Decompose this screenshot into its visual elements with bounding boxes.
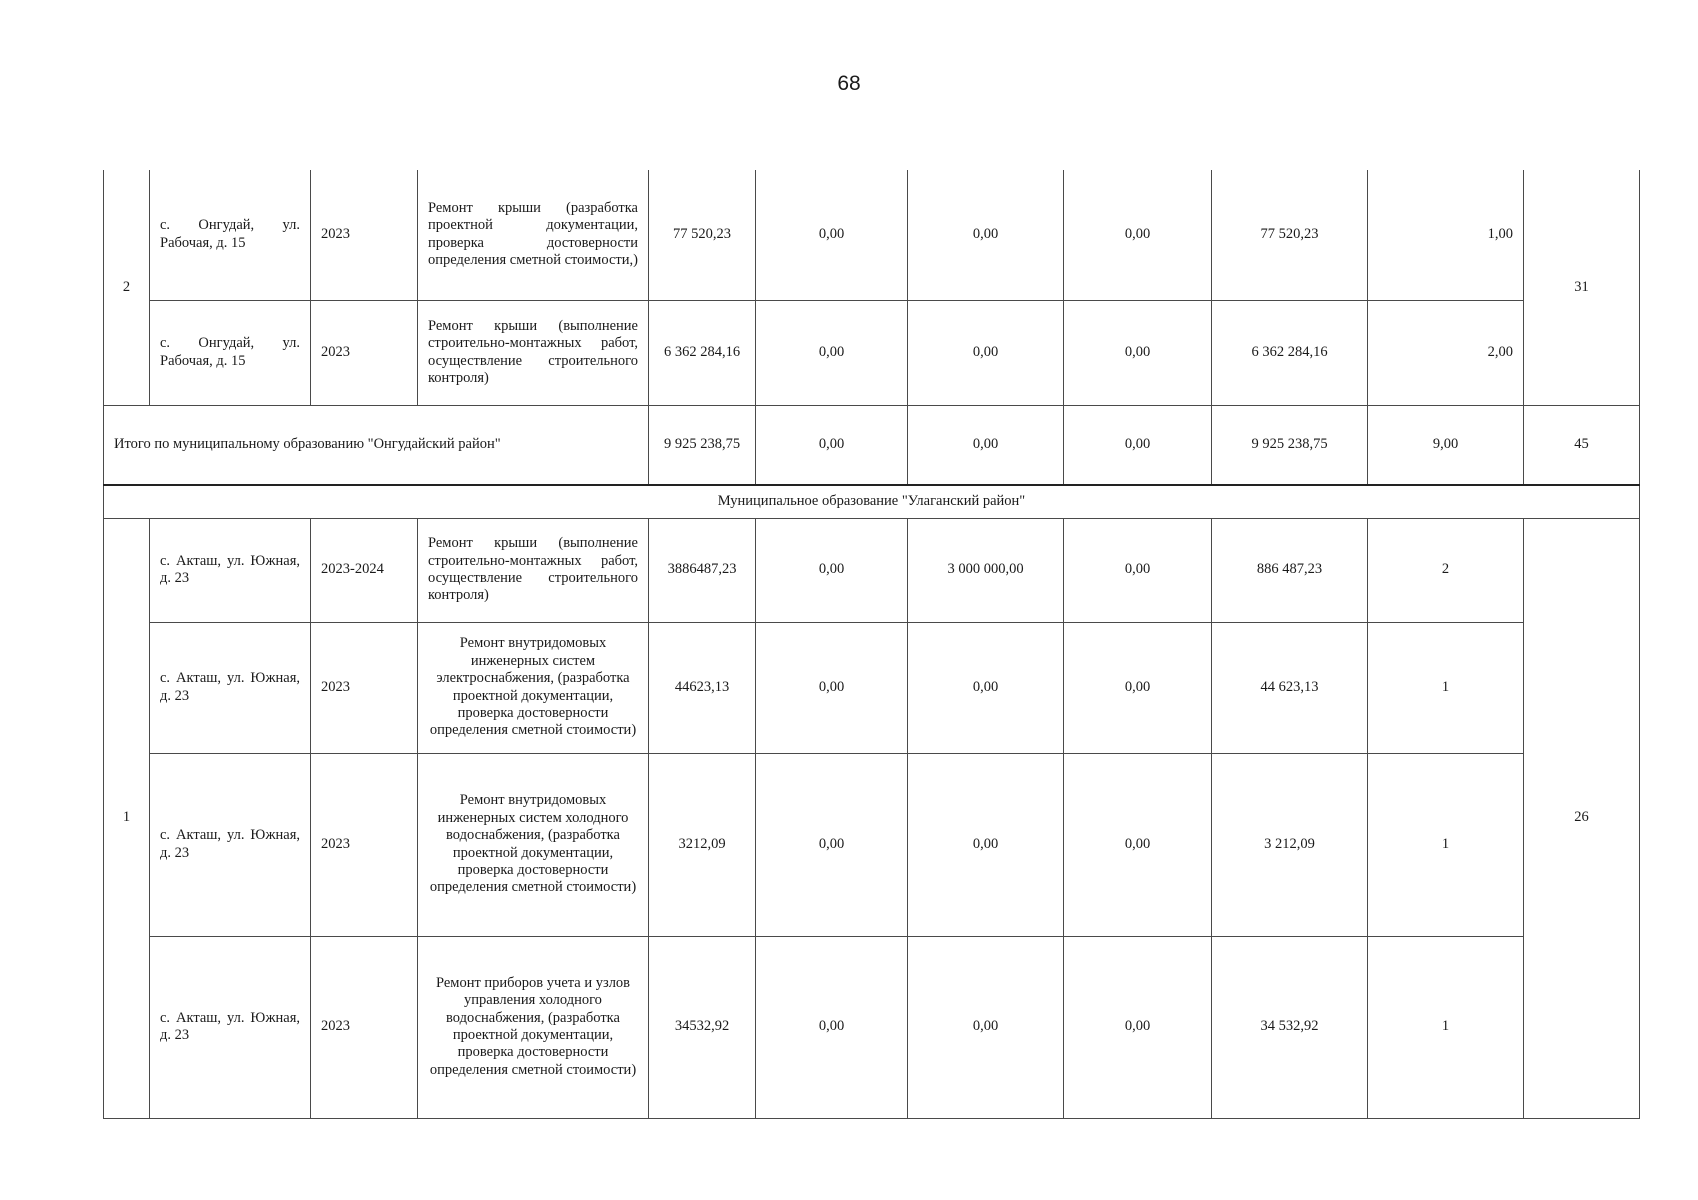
total-cost-cell: 34532,92 (649, 936, 756, 1118)
last-col-cell: 31 (1524, 170, 1640, 405)
subtotal-row (104, 405, 1640, 485)
cost-col-4: 3 212,09 (1212, 753, 1368, 936)
cost-col-1: 0,00 (756, 753, 908, 936)
table-row (104, 936, 1640, 1118)
work-type-cell: Ремонт внутридомовых инженерных систем холодного водоснабжения, (разработка проектной документации, проверка достоверности определения сметной стоимости) (418, 753, 649, 936)
address-text: с. Акташ, ул. Южная, д. 23 (160, 1009, 300, 1043)
total-cost-cell: 6 362 284,16 (649, 300, 756, 405)
address-text: с. Акташ, ул. Южная, д. 23 (160, 827, 300, 861)
units-cell: 2,00 (1368, 300, 1524, 405)
year-cell: 2023-2024 (311, 518, 418, 622)
work-type-cell: Ремонт крыши (выполнение строительно-монтажных работ, осуществление строительного контроля) (418, 518, 649, 622)
repair-program-table (103, 170, 1640, 1119)
year-cell: 2023 (311, 170, 418, 300)
year-cell: 2023 (311, 936, 418, 1118)
row-number: 1 (104, 518, 150, 1118)
cost-col-3: 0,00 (1064, 753, 1212, 936)
address-text: с. Акташ, ул. Южная, д. 23 (160, 670, 300, 704)
address-cell (150, 622, 311, 753)
cost-col-2: 0,00 (908, 622, 1064, 753)
work-type-cell: Ремонт внутридомовых инженерных систем электроснабжения, (разработка проектной документации, проверка достоверности определения сметной стоимости) (418, 622, 649, 753)
address-cell (150, 170, 311, 300)
address-cell (150, 753, 311, 936)
cost-col-3: 0,00 (1064, 936, 1212, 1118)
cost-col-4: 77 520,23 (1212, 170, 1368, 300)
cost-col-1: 0,00 (756, 300, 908, 405)
work-type-cell: Ремонт приборов учета и узлов управления холодного водоснабжения, (разработка проектной документации, проверка достоверности определения сметной стоимости) (418, 936, 649, 1118)
cost-col-1: 0,00 (756, 622, 908, 753)
subtotal-units: 9,00 (1368, 405, 1524, 485)
cost-col-3: 0,00 (1064, 170, 1212, 300)
last-col-cell: 26 (1524, 518, 1640, 1118)
year-cell: 2023 (311, 300, 418, 405)
subtotal-col-1: 0,00 (756, 405, 908, 485)
work-type-cell: Ремонт крыши (разработка проектной документации, проверка достоверности определения сметной стоимости,) (418, 170, 649, 300)
row-number: 2 (104, 170, 150, 405)
cost-col-1: 0,00 (756, 936, 908, 1118)
table-row (104, 170, 1640, 300)
table-row (104, 622, 1640, 753)
units-cell: 1,00 (1368, 170, 1524, 300)
cost-col-4: 44 623,13 (1212, 622, 1368, 753)
cost-col-4: 886 487,23 (1212, 518, 1368, 622)
cost-col-2: 0,00 (908, 300, 1064, 405)
total-cost-cell: 77 520,23 (649, 170, 756, 300)
subtotal-col-3: 0,00 (1064, 405, 1212, 485)
table-row (104, 518, 1640, 622)
table-row (104, 753, 1640, 936)
page-number: 68 (837, 72, 861, 95)
units-cell: 1 (1368, 936, 1524, 1118)
cost-col-3: 0,00 (1064, 622, 1212, 753)
year-cell: 2023 (311, 622, 418, 753)
year-cell: 2023 (311, 753, 418, 936)
subtotal-col-4: 9 925 238,75 (1212, 405, 1368, 485)
total-cost-cell: 3886487,23 (649, 518, 756, 622)
subtotal-last: 45 (1524, 405, 1640, 485)
units-cell: 1 (1368, 753, 1524, 936)
units-cell: 1 (1368, 622, 1524, 753)
total-cost-cell: 3212,09 (649, 753, 756, 936)
cost-col-2: 0,00 (908, 170, 1064, 300)
cost-col-2: 0,00 (908, 753, 1064, 936)
table-row (104, 300, 1640, 405)
cost-col-2: 3 000 000,00 (908, 518, 1064, 622)
work-type-cell: Ремонт крыши (выполнение строительно-монтажных работ, осуществление строительного контроля) (418, 300, 649, 405)
cost-col-4: 6 362 284,16 (1212, 300, 1368, 405)
section-title: Муниципальное образование "Улаганский район" (104, 485, 1640, 518)
subtotal-col-2: 0,00 (908, 405, 1064, 485)
address-text: с. Онгудай, ул. Рабочая, д. 15 (160, 217, 300, 251)
address-text: с. Онгудай, ул. Рабочая, д. 15 (160, 335, 300, 369)
section-header-row (104, 485, 1640, 518)
total-cost-cell: 44623,13 (649, 622, 756, 753)
cost-col-3: 0,00 (1064, 518, 1212, 622)
address-cell (150, 300, 311, 405)
subtotal-total: 9 925 238,75 (649, 405, 756, 485)
address-cell (150, 936, 311, 1118)
cost-col-3: 0,00 (1064, 300, 1212, 405)
cost-col-1: 0,00 (756, 170, 908, 300)
address-text: с. Акташ, ул. Южная, д. 23 (160, 552, 300, 586)
units-cell: 2 (1368, 518, 1524, 622)
cost-col-2: 0,00 (908, 936, 1064, 1118)
subtotal-label: Итого по муниципальному образованию "Онгудайский район" (104, 405, 649, 485)
cost-col-1: 0,00 (756, 518, 908, 622)
cost-col-4: 34 532,92 (1212, 936, 1368, 1118)
address-cell (150, 518, 311, 622)
